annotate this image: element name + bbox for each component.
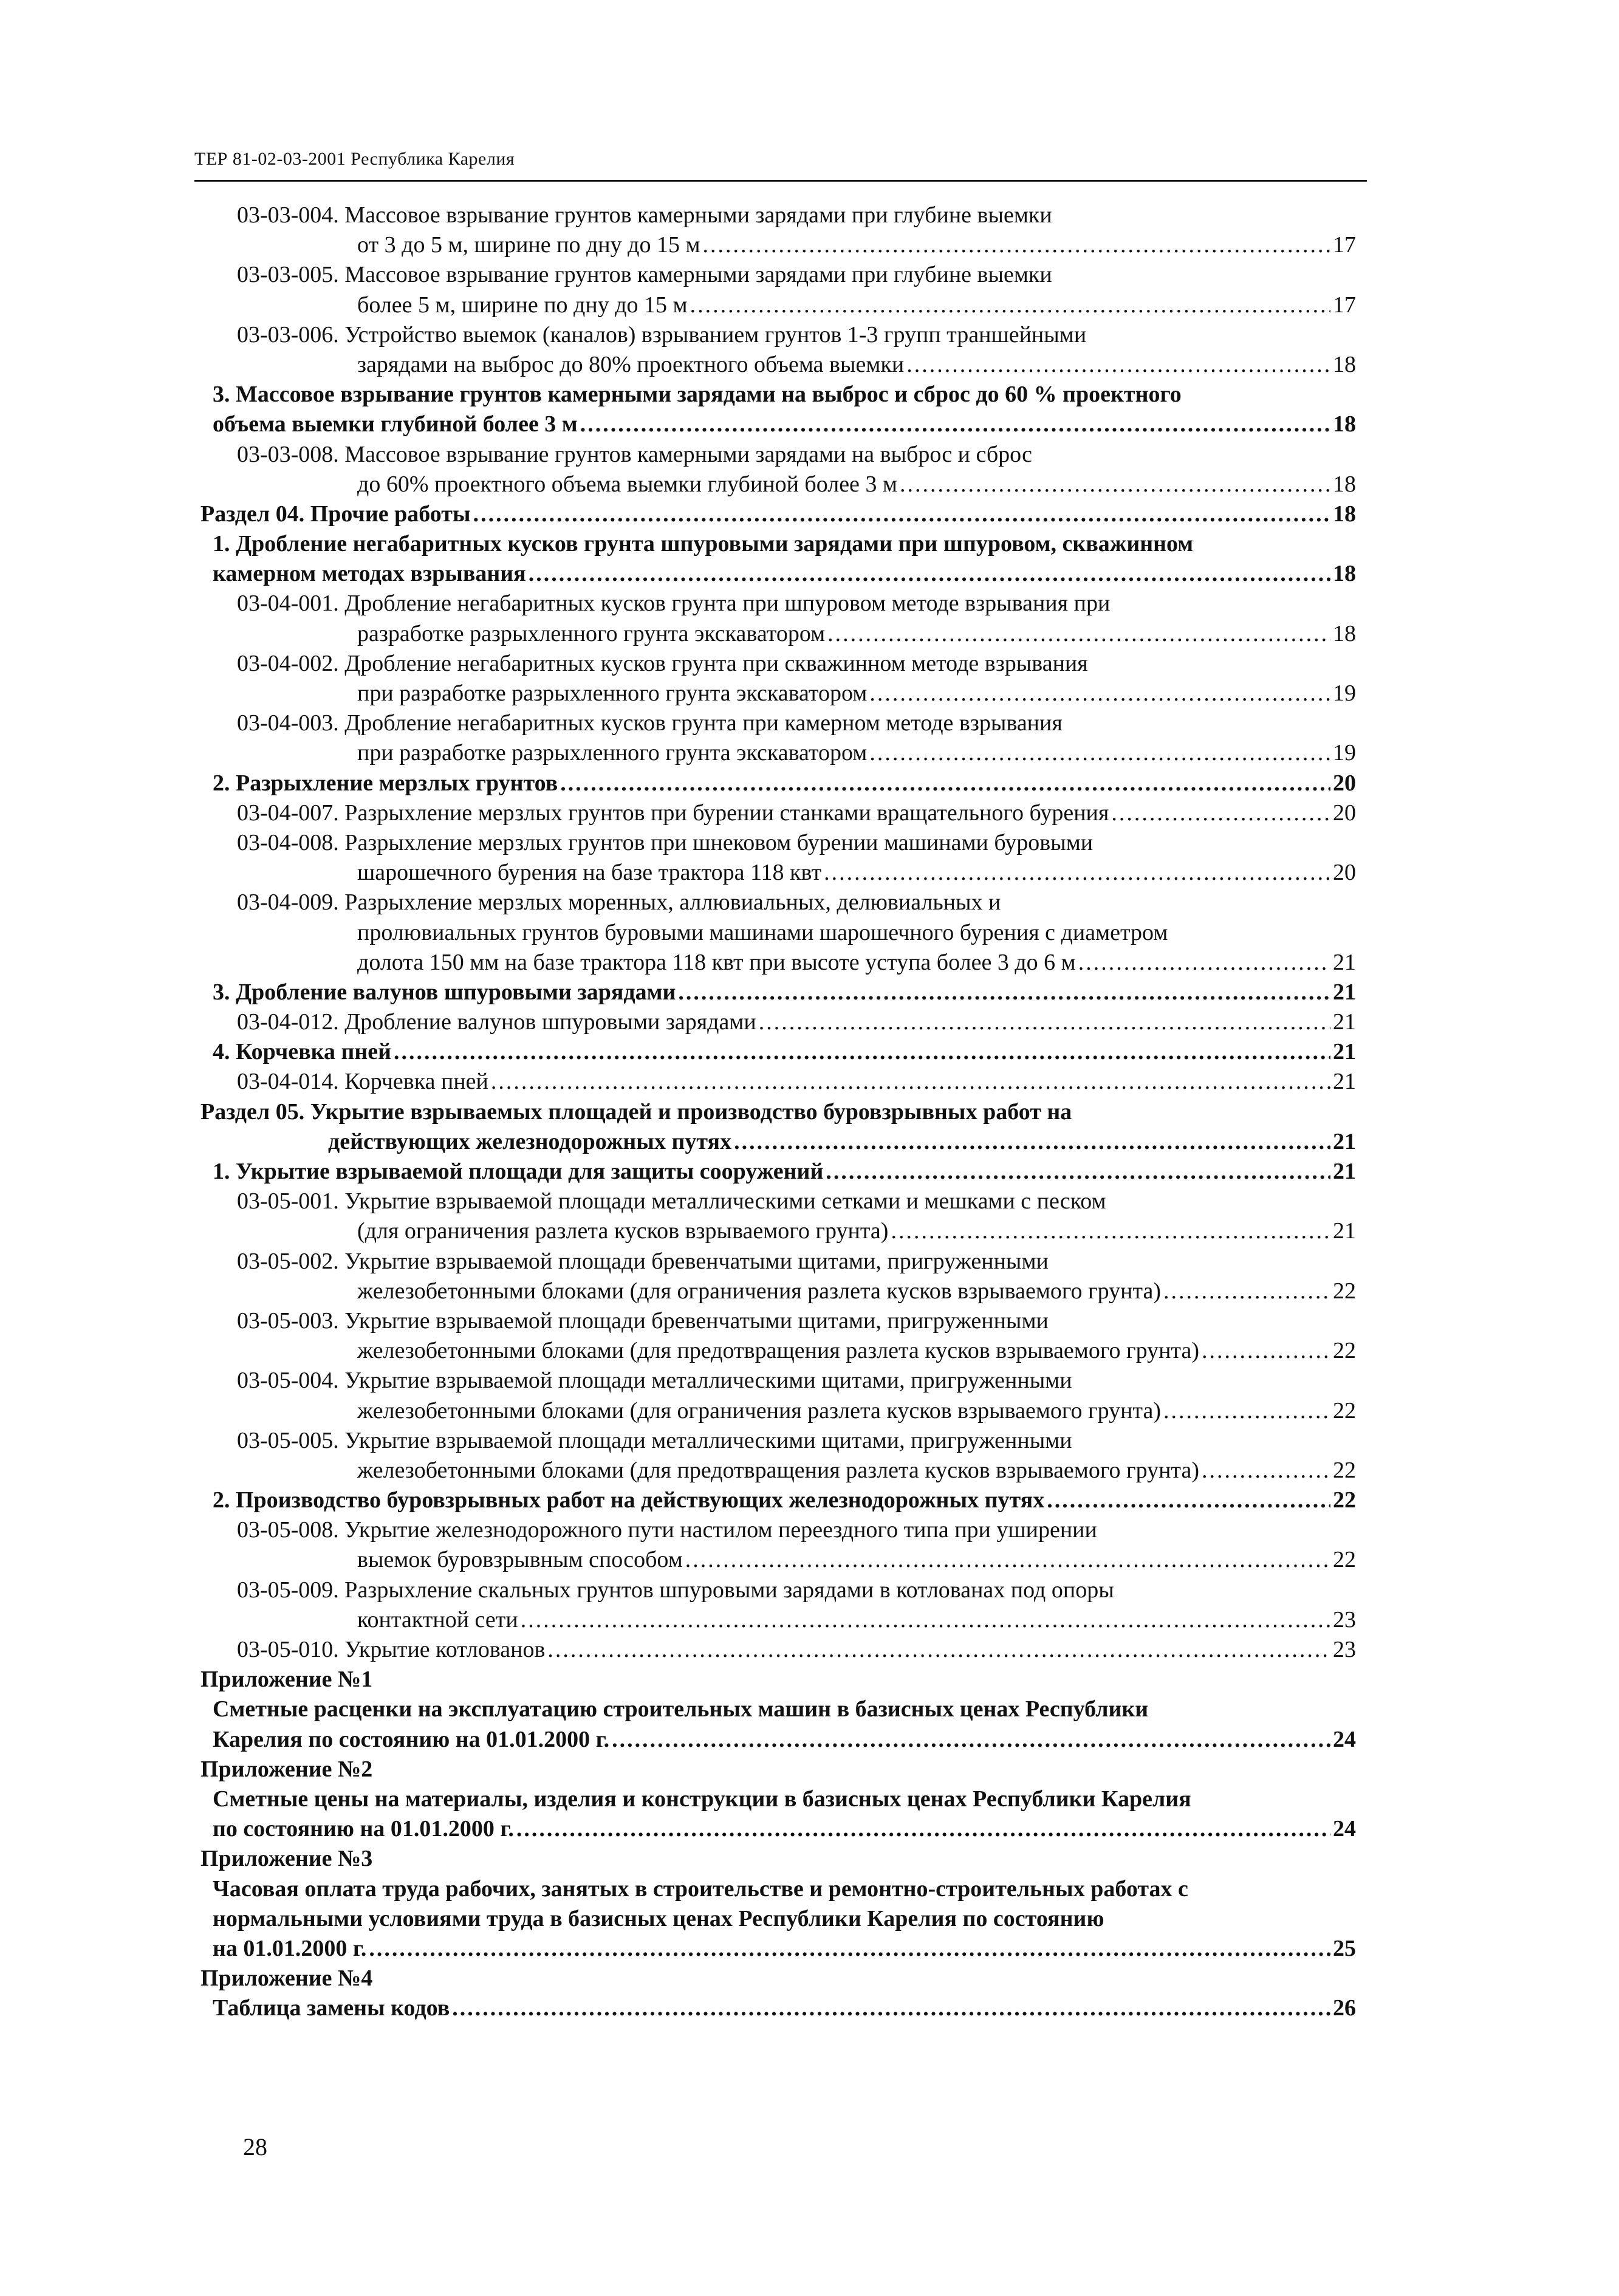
toc-entry (200, 1007, 1355, 1037)
toc-entry (200, 858, 1355, 888)
toc-entry (200, 1725, 1355, 1755)
toc-entry-page: 21 (1333, 1039, 1356, 1065)
toc-entry (200, 798, 1355, 828)
toc-entry (200, 1127, 1355, 1157)
toc-leader-dots (906, 350, 1330, 380)
toc-entry-page: 21 (1333, 1069, 1356, 1095)
toc-entry (200, 1814, 1355, 1844)
toc-entry-text: (для ограничения разлета кусков взрываемого грунта) (357, 1218, 889, 1244)
toc-entry-text: выемок буровзрывным способом (357, 1547, 683, 1573)
toc-entry-page: 21 (1333, 1128, 1356, 1154)
toc-entry (200, 1515, 1355, 1545)
header-rule (194, 180, 1367, 182)
toc-entry (200, 1575, 1355, 1605)
toc-entry (200, 1545, 1355, 1575)
toc-entry (200, 1247, 1355, 1277)
toc-leader-dots (1078, 948, 1330, 978)
toc-entry (200, 1336, 1355, 1366)
toc-entry (200, 888, 1355, 917)
toc-entry-text: железобетонными блоками (для ограничения разлета кусков взрываемого грунта) (357, 1397, 1162, 1424)
toc-entry-text: Приложение №3 (200, 1846, 373, 1872)
toc-leader-dots (473, 499, 1330, 529)
toc-entry-page: 18 (1333, 620, 1356, 646)
toc-entry-text: камерном методах взрывания (213, 561, 526, 587)
toc-entry (200, 1486, 1355, 1515)
toc-entry (200, 230, 1355, 260)
toc-entry (200, 200, 1355, 230)
toc-entry-text: от 3 до 5 м, ширине по дну до 15 м (357, 232, 700, 258)
toc-leader-dots (690, 290, 1330, 320)
toc-entry (200, 290, 1355, 320)
toc-entry (200, 1216, 1355, 1246)
toc-entry (200, 1187, 1355, 1216)
toc-leader-dots (521, 1605, 1330, 1635)
toc-entry (200, 1964, 1355, 1993)
toc-entry-text: шарошечного бурения на базе трактора 118 квт (357, 860, 822, 886)
toc-entry-page: 21 (1333, 979, 1356, 1005)
toc-entry (200, 1306, 1355, 1336)
toc-entry-text: 03-05-008. Укрытие железнодорожного пути настилом переездного типа при уширении (237, 1517, 1097, 1543)
toc-entry-text: Сметные расценки на эксплуатацию строительных машин в базисных ценах Республики (213, 1696, 1149, 1722)
toc-entry (200, 1665, 1355, 1695)
toc-entry (200, 529, 1355, 559)
toc-leader-dots (891, 1216, 1330, 1246)
toc-entry-text: Раздел 05. Укрытие взрываемых площадей и производство буровзрывных работ на (200, 1098, 1072, 1125)
toc-entry (200, 350, 1355, 380)
toc-leader-dots (560, 769, 1330, 798)
toc-entry-text: разработке разрыхленного грунта экскаватором (357, 620, 826, 646)
toc-leader-dots (580, 410, 1330, 439)
toc-leader-dots (824, 858, 1330, 888)
toc-entry (200, 1396, 1355, 1426)
toc-entry-page: 18 (1333, 471, 1356, 497)
toc-entry (200, 1277, 1355, 1306)
toc-entry-text: более 5 м, ширине по дну до 15 м (357, 292, 688, 318)
toc-entry (200, 1934, 1355, 1964)
toc-leader-dots (547, 1635, 1330, 1665)
toc-entry-page: 21 (1333, 1218, 1356, 1244)
toc-entry (200, 1426, 1355, 1456)
toc-entry (200, 1874, 1355, 1904)
toc-entry (200, 918, 1355, 948)
toc-entry-text: до 60% проектного объема выемки глубиной более 3 м (357, 471, 897, 497)
toc-entry-text: зарядами на выброс до 80% проектного объема выемки (357, 351, 905, 377)
toc-entry-text: 03-05-003. Укрытие взрываемой площади бревенчатыми щитами, пригруженными (237, 1307, 1049, 1334)
toc-entry-text: железобетонными блоками (для ограничения разлета кусков взрываемого грунта) (357, 1278, 1162, 1304)
toc-entry-page: 21 (1333, 1159, 1356, 1184)
toc-leader-dots (869, 679, 1330, 708)
toc-entry-text: 3. Дробление валунов шпуровыми зарядами (213, 979, 676, 1005)
toc-entry-text: железобетонными блоками (для предотвращения разлета кусков взрываемого грунта) (357, 1457, 1199, 1483)
toc-entry (200, 1904, 1355, 1934)
toc-entry-text: контактной сети (357, 1606, 518, 1633)
toc-entry (200, 738, 1355, 768)
toc-entry (200, 649, 1355, 679)
toc-entry-page: 23 (1333, 1606, 1356, 1633)
toc-entry-text: Таблица замены кодов (213, 1995, 450, 2021)
toc-leader-dots (900, 470, 1330, 499)
toc-entry (200, 1097, 1355, 1127)
toc-entry-text: 03-04-012. Дробление валунов шпуровыми зарядами (237, 1009, 756, 1035)
toc-entry-page: 24 (1333, 1816, 1356, 1842)
toc-entry-page: 21 (1333, 949, 1356, 975)
toc-entry-page: 22 (1333, 1278, 1356, 1304)
toc-entry-text: 03-03-005. Массовое взрывание грунтов камерными зарядами при глубине выемки (237, 262, 1052, 288)
toc-entry-page: 18 (1333, 351, 1356, 377)
toc-entry-text: 2. Производство буровзрывных работ на действующих железнодорожных путях (213, 1487, 1045, 1513)
toc-leader-dots (1047, 1486, 1330, 1515)
toc-entry-text: 03-04-009. Разрыхление мерзлых моренных, аллювиальных, делювиальных и (237, 889, 1001, 916)
toc-entry (200, 619, 1355, 649)
table-of-contents (200, 200, 1355, 2023)
toc-entry (200, 1635, 1355, 1665)
toc-entry-text: нормальными условиями труда в базисных ценах Республики Карелия по состоянию (213, 1905, 1104, 1931)
toc-entry (200, 948, 1355, 978)
toc-entry (200, 1157, 1355, 1187)
toc-entry-page: 17 (1333, 232, 1356, 258)
toc-leader-dots (394, 1037, 1330, 1067)
toc-entry-text: 03-04-003. Дробление негабаритных кусков грунта при камерном методе взрывания (237, 710, 1063, 736)
toc-entry (200, 769, 1355, 798)
toc-entry (200, 978, 1355, 1007)
toc-entry-page: 20 (1333, 770, 1356, 796)
toc-entry (200, 708, 1355, 738)
toc-entry-text: пролювиальных грунтов буровыми машинами шарошечного бурения с диаметром (357, 919, 1168, 945)
toc-leader-dots (826, 1157, 1330, 1187)
toc-entry-page: 22 (1333, 1457, 1356, 1483)
toc-entry-text: 03-05-004. Укрытие взрываемой площади металлическими щитами, пригруженными (237, 1368, 1072, 1394)
toc-leader-dots (369, 1934, 1330, 1964)
toc-leader-dots (1163, 1396, 1330, 1426)
toc-entry-text: 4. Корчевка пней (213, 1039, 392, 1065)
toc-entry (200, 1067, 1355, 1097)
toc-entry-text: 03-03-006. Устройство выемок (каналов) взрыванием грунтов 1-3 групп траншейными (237, 321, 1087, 348)
toc-entry-text: объема выемки глубиной более 3 м (213, 411, 578, 437)
toc-entry-page: 23 (1333, 1637, 1356, 1662)
toc-entry-text: по состоянию на 01.01.2000 г. (213, 1816, 514, 1842)
toc-entry-text: 03-04-008. Разрыхление мерзлых грунтов при шнековом бурении машинами буровыми (237, 829, 1094, 855)
toc-entry (200, 589, 1355, 619)
toc-entry-text: 1. Дробление негабаритных кусков грунта шпуровыми зарядами при шпуровом, скважинном (213, 531, 1194, 557)
toc-entry-text: 03-05-009. Разрыхление скальных грунтов шпуровыми зарядами в котлованах под опоры (237, 1577, 1114, 1603)
toc-entry-text: 03-04-014. Корчевка пней (237, 1069, 488, 1095)
toc-leader-dots (685, 1545, 1330, 1575)
toc-leader-dots (1163, 1277, 1330, 1306)
running-header: ТЕР 81-02-03-2001 Республика Карелия (194, 149, 515, 169)
toc-leader-dots (612, 1725, 1330, 1755)
toc-entry-page: 20 (1333, 860, 1356, 886)
toc-leader-dots (1111, 798, 1330, 828)
toc-entry-page: 25 (1333, 1935, 1356, 1961)
toc-entry-text: 2. Разрыхление мерзлых грунтов (213, 770, 558, 796)
toc-entry (200, 1037, 1355, 1067)
toc-entry (200, 1844, 1355, 1874)
toc-entry-text: Часовая оплата труда рабочих, занятых в строительстве и ремонтно-строительных работах с (213, 1876, 1188, 1902)
toc-entry-text: при разработке разрыхленного грунта экскаватором (357, 680, 868, 706)
toc-entry-text: Приложение №2 (200, 1756, 373, 1782)
toc-entry-page: 22 (1333, 1487, 1356, 1513)
toc-entry (200, 1993, 1355, 2023)
toc-entry (200, 1784, 1355, 1814)
toc-entry-text: Приложение №1 (200, 1667, 373, 1693)
toc-entry-page: 20 (1333, 800, 1356, 826)
toc-entry-page: 22 (1333, 1338, 1356, 1364)
toc-entry (200, 499, 1355, 529)
toc-leader-dots (827, 619, 1330, 649)
toc-entry-text: 03-05-001. Укрытие взрываемой площади металлическими сетками и мешками с песком (237, 1188, 1106, 1215)
toc-leader-dots (703, 230, 1330, 260)
toc-entry-page: 19 (1333, 740, 1356, 766)
toc-entry-text: 03-05-002. Укрытие взрываемой площади бревенчатыми щитами, пригруженными (237, 1248, 1049, 1274)
toc-leader-dots (516, 1814, 1330, 1844)
toc-entry-page: 17 (1333, 292, 1356, 318)
toc-entry-page: 18 (1333, 411, 1356, 437)
toc-entry (200, 1695, 1355, 1724)
toc-entry (200, 828, 1355, 858)
toc-entry-text: 03-04-002. Дробление негабаритных кусков грунта при скважинном методе взрывания (237, 650, 1088, 676)
toc-leader-dots (529, 559, 1330, 589)
toc-entry (200, 1456, 1355, 1486)
toc-leader-dots (1202, 1456, 1330, 1486)
toc-entry-text: 3. Массовое взрывание грунтов камерными зарядами на выброс и сброс до 60 % проектного (213, 382, 1182, 408)
toc-entry (200, 410, 1355, 439)
toc-entry-text: 03-04-001. Дробление негабаритных кусков грунта при шпуровом методе взрывания при (237, 591, 1111, 617)
toc-entry (200, 1755, 1355, 1784)
toc-entry-text: действующих железнодорожных путях (328, 1128, 732, 1154)
toc-leader-dots (1202, 1336, 1330, 1366)
toc-leader-dots (869, 738, 1330, 768)
toc-entry (200, 380, 1355, 410)
toc-entry-page: 24 (1333, 1726, 1356, 1752)
toc-entry-text: 03-05-010. Укрытие котлованов (237, 1637, 546, 1662)
toc-entry-page: 18 (1333, 561, 1356, 587)
toc-entry (200, 440, 1355, 470)
toc-leader-dots (452, 1993, 1330, 2023)
toc-leader-dots (734, 1127, 1330, 1157)
toc-leader-dots (678, 978, 1330, 1007)
toc-entry-page: 21 (1333, 1009, 1356, 1035)
toc-entry-text: 03-04-007. Разрыхление мерзлых грунтов при бурении станками вращательного бурения (237, 800, 1109, 826)
toc-entry-text: Сметные цены на материалы, изделия и конструкции в базисных ценах Республики Карелия (213, 1786, 1191, 1812)
toc-entry-text: Карелия по состоянию на 01.01.2000 г. (213, 1726, 610, 1752)
toc-entry (200, 1366, 1355, 1396)
toc-entry-text: долота 150 мм на базе трактора 118 квт при высоте уступа более 3 до 6 м (357, 949, 1076, 975)
toc-entry (200, 470, 1355, 499)
toc-entry-text: Раздел 04. Прочие работы (200, 501, 471, 527)
toc-entry-page: 18 (1333, 501, 1356, 527)
toc-entry-text: 03-03-008. Массовое взрывание грунтов камерными зарядами на выброс и сброс (237, 441, 1032, 467)
toc-entry-page: 26 (1333, 1995, 1356, 2021)
toc-leader-dots (491, 1067, 1330, 1097)
toc-entry-text: 1. Укрытие взрываемой площади для защиты сооружений (213, 1159, 824, 1184)
toc-entry (200, 559, 1355, 589)
toc-entry-text: железобетонными блоками (для предотвращения разлета кусков взрываемого грунта) (357, 1338, 1199, 1364)
page-number: 28 (243, 2133, 267, 2161)
toc-entry-page: 22 (1333, 1397, 1356, 1424)
toc-entry-text: 03-05-005. Укрытие взрываемой площади металлическими щитами, пригруженными (237, 1427, 1072, 1453)
toc-entry-text: Приложение №4 (200, 1965, 373, 1992)
toc-entry-page: 22 (1333, 1547, 1356, 1573)
toc-entry (200, 679, 1355, 708)
toc-leader-dots (759, 1007, 1330, 1037)
toc-entry (200, 260, 1355, 290)
toc-entry-text: на 01.01.2000 г. (213, 1935, 367, 1961)
toc-entry-page: 19 (1333, 680, 1356, 706)
toc-entry (200, 320, 1355, 350)
toc-entry-text: 03-03-004. Массовое взрывание грунтов камерными зарядами при глубине выемки (237, 202, 1052, 228)
toc-entry (200, 1605, 1355, 1635)
toc-entry-text: при разработке разрыхленного грунта экскаватором (357, 740, 868, 766)
